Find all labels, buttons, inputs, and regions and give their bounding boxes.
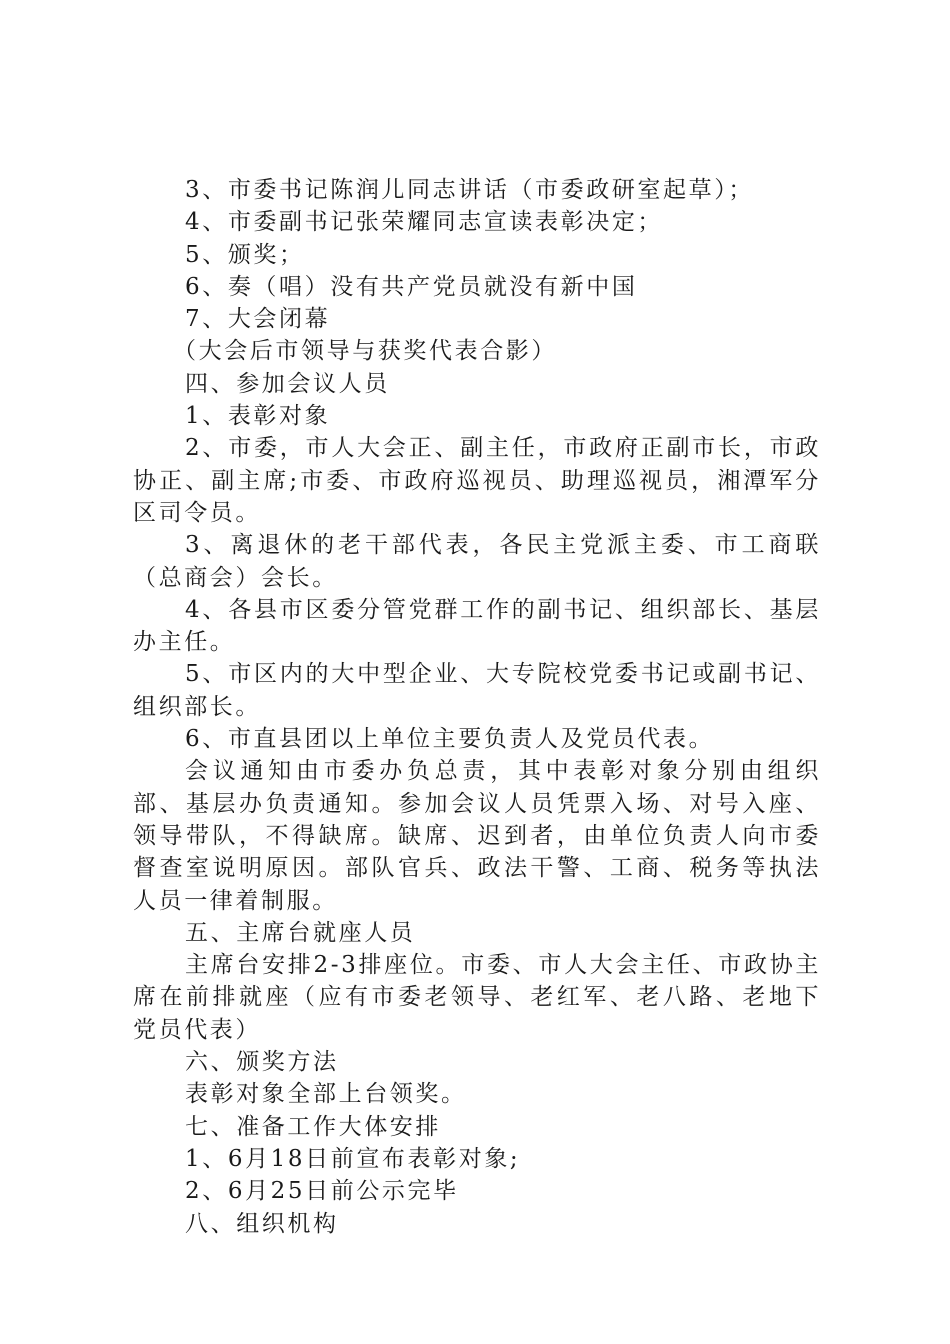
attendee-item-2: 2、市委，市人大会正、副主任，市政府正副市长，市政协正、副主席;市委、市政府巡视员、助理巡视员，湘潭军分区司令员。 xyxy=(133,435,821,526)
section-heading-rostrum: 五、主席台就座人员 xyxy=(185,919,416,946)
attendee-item-5: 5、市区内的大中型企业、大专院校党委书记或副书记、组织部长。 xyxy=(133,661,821,720)
attendee-item-6: 6、市直县团以上单位主要负责人及党员代表。 xyxy=(185,726,715,753)
attendee-item-3: 3、离退休的老干部代表，各民主党派主委、市工商联（总商会）会长。 xyxy=(133,532,821,591)
agenda-item-6: 6、奏（唱）没有共产党员就没有新中国 xyxy=(185,273,638,300)
agenda-item-3: 3、市委书记陈润儿同志讲话（市委政研室起草）； xyxy=(185,177,754,203)
agenda-item-4: 4、市委副书记张荣耀同志宣读表彰决定； xyxy=(185,209,664,236)
meeting-notice-paragraph: 会议通知由市委办负总责，其中表彰对象分别由组织部、基层办负责通知。参加会议人员凭票入场、对号入座、领导带队，不得缺席。缺席、迟到者，由单位负责人向市委督查室说明原因。部队官兵、政法干警、工商、税务等执法人员一律着制服。 xyxy=(133,758,821,914)
section-heading-attendees: 四、参加会议人员 xyxy=(185,370,390,397)
attendee-item-4: 4、各县市区委分管党群工作的副书记、组织部长、基层办主任。 xyxy=(133,596,821,656)
preparation-item-2: 2、6月25日前公示完毕 xyxy=(185,1178,459,1205)
document-body xyxy=(133,174,821,1240)
agenda-note-photo: （大会后市领导与获奖代表合影） xyxy=(173,338,557,365)
attendee-item-1: 1、表彰对象 xyxy=(185,403,331,430)
section-heading-organization: 八、组织机构 xyxy=(185,1210,339,1237)
agenda-item-7: 7、大会闭幕 xyxy=(185,306,331,333)
section-heading-award-method: 六、颁奖方法 xyxy=(185,1049,339,1076)
award-method-paragraph: 表彰对象全部上台领奖。 xyxy=(185,1081,467,1108)
preparation-item-1: 1、6月18日前宣布表彰对象; xyxy=(185,1145,521,1172)
rostrum-arrangement-paragraph: 主席台安排2-3排座位。市委、市人大会主任、市政协主席在前排就座（应有市委老领导、老红军、老八路、老地下党员代表） xyxy=(133,952,821,1043)
section-heading-preparation: 七、准备工作大体安排 xyxy=(185,1113,441,1140)
agenda-item-5: 5、颁奖； xyxy=(185,241,305,268)
